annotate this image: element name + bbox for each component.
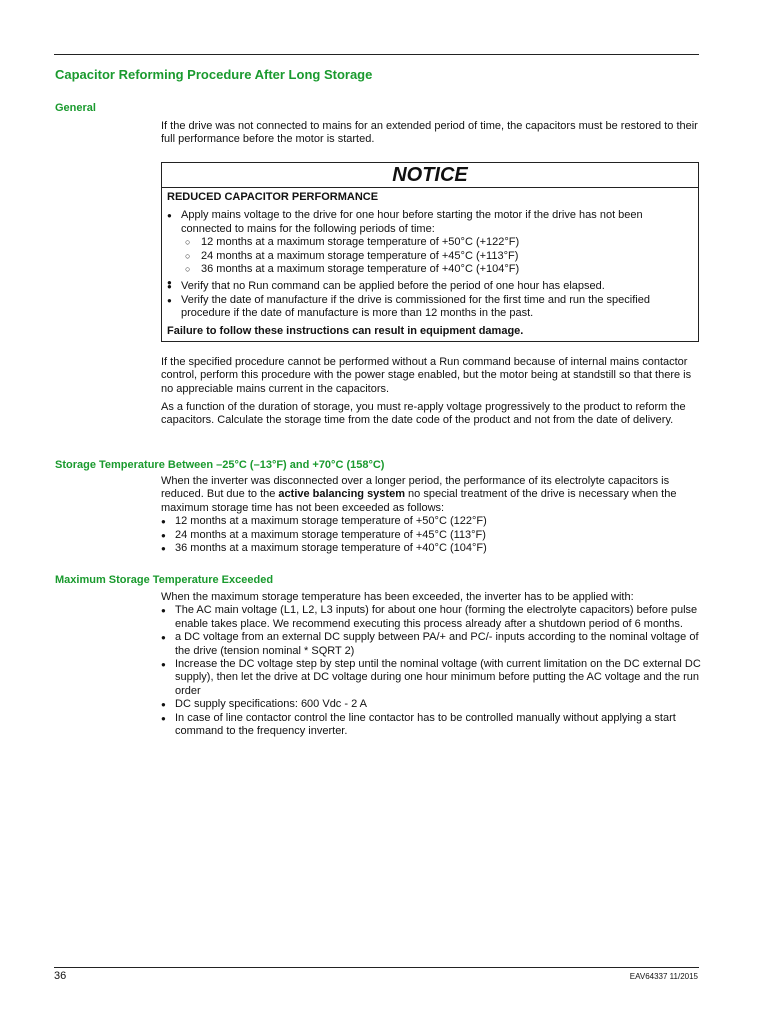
exceeded-section [161,591,701,738]
exceeded-item: ● Increase the DC voltage step by step until the nominal voltage (with current limitation on the DC external DC supply), then let the drive at DC voltage during one hour minimum before putting the AC voltage and the run order [161,658,701,698]
notice-item: ● Verify the date of manufacture if the drive is commissioned for the first time and run the specified procedure if the date of manufacture is more than 12 months in the past. [167,294,693,321]
paragraph-storage-duration [161,401,701,428]
general-intro-text: If the drive was not connected to mains for an extended period of time, the capacitors must be restored to their full performance before the motor is started. [161,120,698,146]
active-balancing-system-term: active balancing system [278,488,405,501]
notice-body [162,188,698,338]
section-heading-temperature-exceeded: Maximum Storage Temperature Exceeded [55,574,274,586]
exceeded-intro: When the maximum storage temperature has been exceeded, the inverter has to be applied with: [161,591,634,603]
footer-rule [54,967,699,968]
notice-subheading: REDUCED CAPACITOR PERFORMANCE [167,191,379,203]
document-reference: EAV64337 11/2015 [629,972,698,981]
paragraph-run-command [161,356,701,396]
section-heading-storage-temperature: Storage Temperature Between –25°C (–13°F) and +70°C (158°C) [55,459,385,471]
notice-item: ● Verify that no Run command can be applied before the period of one hour has elapsed. [167,280,693,293]
storage-list [161,515,701,555]
storage-item: ● 36 months at a maximum storage temperature of +40°C (104°F) [161,542,701,555]
paragraph-run-command-text: If the specified procedure cannot be performed without a Run command because of internal mains contactor control, perform this procedure with the power stage enabled, but the motor being at standstill so that there is no appreciable mains current in the capacitors. [161,356,692,395]
exceeded-item: ● The AC main voltage (L1, L2, L3 inputs) for about one hour (forming the electrolyte capacitors) before pulse enable takes place. We recommend executing this process already after a shutdown period of 6 months. [161,604,701,631]
notice-period: ○ 12 months at a maximum storage temperature of +50°C (+122°F) [181,236,693,249]
storage-item: ● 12 months at a maximum storage temperature of +50°C (122°F) [161,515,701,528]
storage-intro-text-a: When the inverter was disconnected over a longer period, the performance of its electrolyte capacitors is reduced. But due to the [161,475,670,501]
notice-period-list [181,236,693,276]
exceeded-item: ● In case of line contactor control the line contactor has to be controlled manually without applying a start command to the frequency inverter. [161,712,701,739]
notice-period: ○ 24 months at a maximum storage temperature of +45°C (+113°F) [181,250,693,263]
notice-box [161,162,699,342]
notice-period: ○ 36 months at a maximum storage temperature of +40°C (+104°F) [181,263,693,276]
page-title: Capacitor Reforming Procedure After Long Storage [55,67,373,82]
notice-failure-warning: Failure to follow these instructions can result in equipment damage. [167,324,524,337]
storage-item: ● 24 months at a maximum storage temperature of +45°C (113°F) [161,529,701,542]
notice-list [167,209,693,320]
paragraph-storage-duration-text: As a function of the duration of storage, you must re-apply voltage progressively to the product to reform the capacitors. Calculate the storage time from the date code of the product and not from the date of delivery. [161,401,686,427]
section-heading-general: General [55,102,96,114]
exceeded-item: ● DC supply specifications: 600 Vdc - 2 A [161,698,701,711]
header-rule [54,54,699,55]
page-number: 36 [54,970,67,982]
exceeded-item: ● a DC voltage from an external DC supply between PA/+ and PC/- inputs according to the nominal voltage of the drive (tension nominal * SQRT 2) [161,631,701,658]
general-intro [161,120,701,147]
storage-intro [161,475,701,515]
notice-item [167,209,693,276]
exceeded-list [161,604,701,738]
notice-heading: NOTICE [162,163,698,188]
storage-intro-text-b: no special treatment of the drive is necessary when the maximum storage time has not been exceeded as follows: [161,488,677,514]
notice-item-text: Apply mains voltage to the drive for one hour before starting the motor if the drive has not been connected to mains for the following periods of time: [181,209,643,235]
storage-section [161,475,701,555]
